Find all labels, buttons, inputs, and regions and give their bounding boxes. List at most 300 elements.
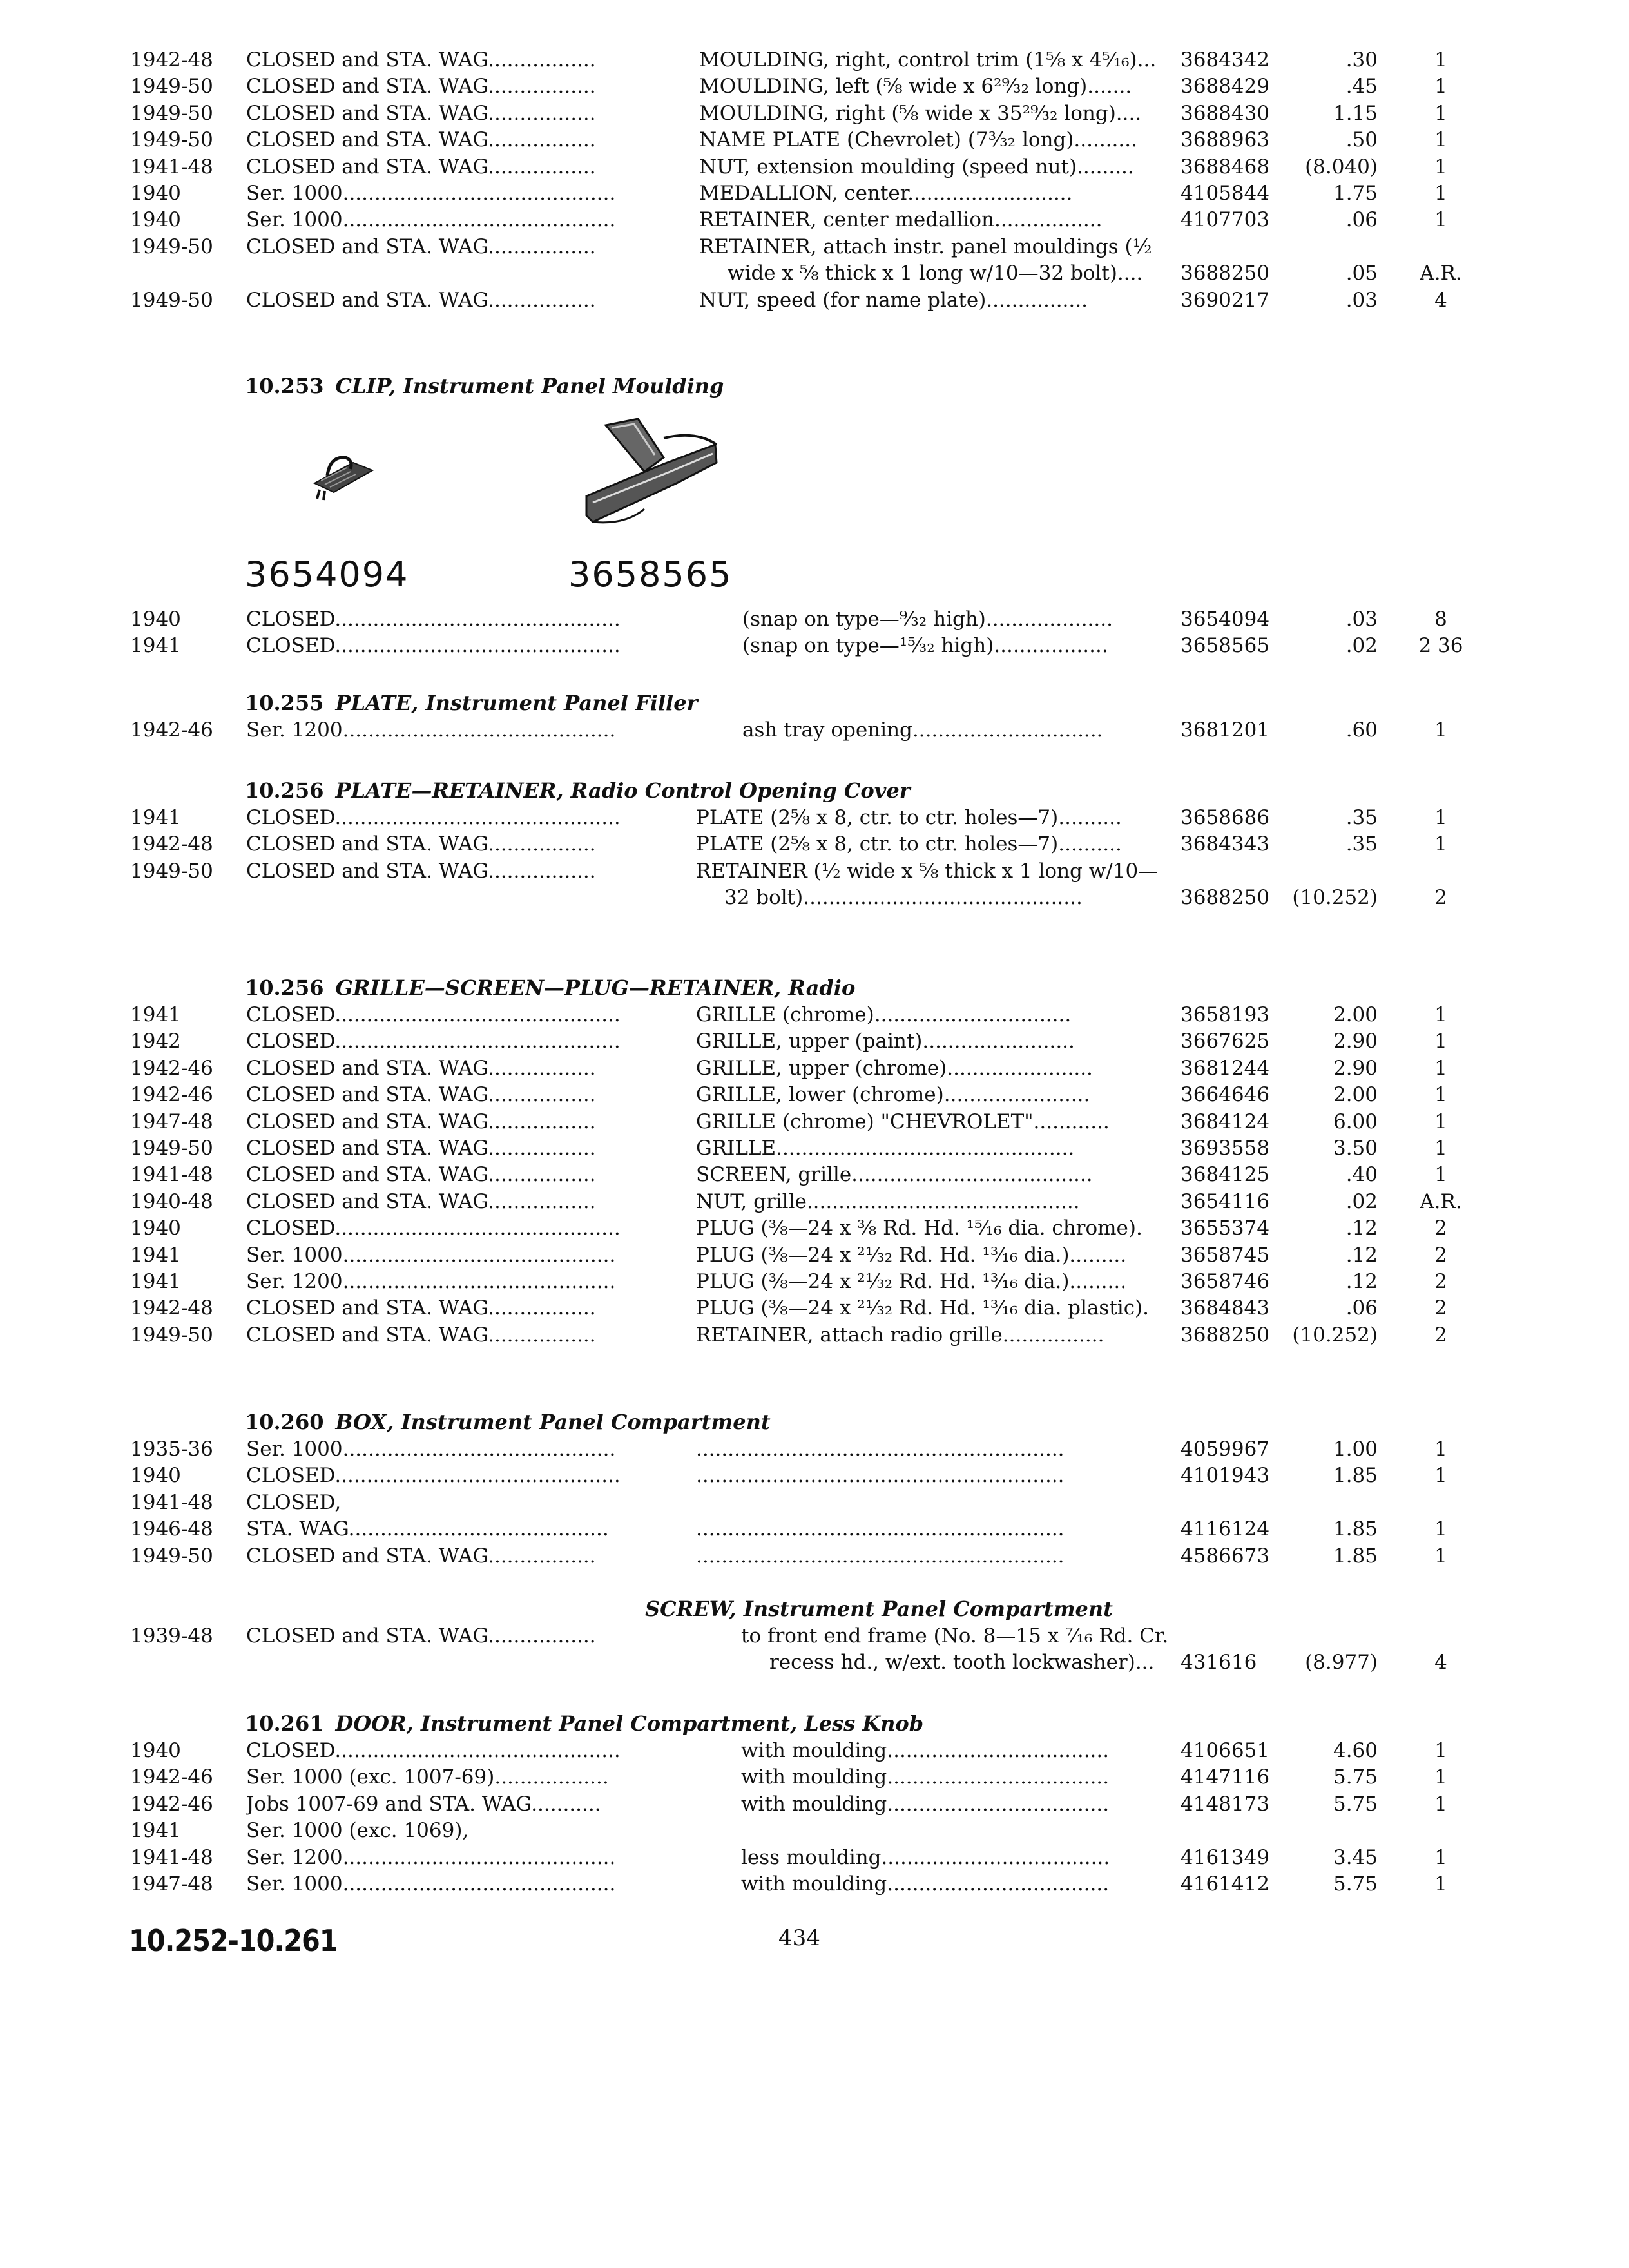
part-number-cell: 4105844: [1181, 182, 1270, 205]
model-cell: CLOSED and STA. WAG.................: [246, 235, 596, 258]
table-row: [0, 1242, 1629, 1269]
year-cell: 1941: [130, 1819, 181, 1843]
model-cell: CLOSED and STA. WAG.................: [246, 1189, 596, 1213]
description-cell: PLUG (⅜—24 x ²¹⁄₃₂ Rd. Hd. ¹³⁄₁₆ dia.).........: [696, 1243, 1127, 1267]
clip-large-illustration: [567, 412, 722, 535]
model-cell: Ser. 1200...........................................: [246, 718, 616, 742]
year-cell: 1942-48: [130, 832, 213, 856]
year-cell: 1940: [130, 608, 181, 631]
model-cell: Jobs 1007-69 and STA. WAG...........: [246, 1792, 601, 1816]
section-title: CLIP, Instrument Panel Moulding: [335, 374, 724, 398]
section-heading-10-261: [245, 1710, 923, 1737]
description-cell: PLUG (⅜—24 x ²¹⁄₃₂ Rd. Hd. ¹³⁄₁₆ dia.).........: [696, 1270, 1127, 1293]
section-code: 10.253: [245, 374, 324, 398]
price-cell: .12: [1345, 1270, 1378, 1293]
year-cell: 1942-48: [130, 1296, 213, 1320]
quantity-cell: 4: [1434, 1651, 1447, 1675]
description-cell: (snap on type—⁹⁄₃₂ high)....................: [742, 608, 1113, 631]
table-row: [0, 1055, 1629, 1082]
model-cell: CLOSED.............................................: [246, 1464, 621, 1488]
section-title: PLATE—RETAINER, Radio Control Opening Cover: [335, 778, 911, 803]
model-cell: Ser. 1200...........................................: [246, 1845, 616, 1869]
quantity-cell: 1: [1434, 1163, 1447, 1187]
quantity-cell: 1: [1434, 1792, 1447, 1816]
table-row: [0, 716, 1629, 744]
part-number-cell: 3658193: [1181, 1003, 1270, 1026]
description-cell: ..........................................................: [696, 1437, 1065, 1461]
table-row: [0, 1791, 1629, 1818]
table-row: [0, 1081, 1629, 1108]
year-cell: 1949-50: [130, 1137, 213, 1160]
quantity-cell: 1: [1434, 1030, 1447, 1053]
quantity-cell: 1: [1434, 1083, 1447, 1107]
model-cell: CLOSED.............................................: [246, 634, 621, 658]
section-code: 10.260: [245, 1410, 324, 1434]
quantity-cell: 1: [1434, 208, 1447, 232]
model-cell: CLOSED and STA. WAG.................: [246, 859, 596, 883]
price-cell: 1.85: [1333, 1517, 1378, 1541]
model-cell: CLOSED.............................................: [246, 1216, 621, 1240]
price-cell: 3.45: [1333, 1845, 1378, 1869]
description-cell: less moulding....................................: [741, 1845, 1110, 1869]
model-cell: CLOSED and STA. WAG.................: [246, 1137, 596, 1160]
year-cell: 1935-36: [130, 1437, 213, 1461]
part-number-cell: 3664646: [1181, 1083, 1270, 1107]
model-cell: CLOSED and STA. WAG.................: [246, 48, 596, 72]
description-cell: NAME PLATE (Chevrolet) (7³⁄₃₂ long)..........: [699, 128, 1137, 152]
quantity-cell: 1: [1434, 806, 1447, 829]
clip-part-label-a: 3654094: [245, 554, 409, 595]
year-cell: 1940: [130, 1464, 181, 1488]
part-number-cell: 3658746: [1181, 1270, 1270, 1293]
part-number-cell: 4107703: [1181, 208, 1270, 232]
price-cell: 1.75: [1333, 182, 1378, 205]
table-row: [0, 73, 1629, 100]
part-number-cell: 4161349: [1181, 1845, 1270, 1869]
price-cell: 4.60: [1333, 1739, 1378, 1762]
quantity-cell: 1: [1434, 1544, 1447, 1568]
price-cell: 3.50: [1333, 1137, 1378, 1160]
price-cell: .12: [1345, 1216, 1378, 1240]
model-cell: Ser. 1000 (exc. 1069),: [246, 1819, 469, 1843]
model-cell: STA. WAG.........................................: [246, 1517, 609, 1541]
quantity-cell: 1: [1434, 101, 1447, 125]
quantity-cell: 1: [1434, 1056, 1447, 1080]
description-cell: recess hd., w/ext. tooth lockwasher)...: [769, 1651, 1155, 1675]
table-row: [0, 260, 1629, 287]
year-cell: 1942-46: [130, 718, 213, 742]
price-cell: .30: [1345, 48, 1378, 72]
part-number-cell: 3688468: [1181, 155, 1270, 178]
footer-section-range: 10.252-10.261: [129, 1923, 338, 1958]
year-cell: 1941: [130, 806, 181, 829]
quantity-cell: 2: [1434, 1216, 1447, 1240]
description-cell: GRILLE, lower (chrome).......................: [696, 1083, 1090, 1107]
table-row: [0, 1542, 1629, 1570]
part-number-cell: 4586673: [1181, 1544, 1270, 1568]
description-cell: with moulding...................................: [741, 1765, 1110, 1789]
model-cell: CLOSED.............................................: [246, 1003, 621, 1026]
price-cell: .12: [1345, 1243, 1378, 1267]
quantity-cell: 1: [1434, 1517, 1447, 1541]
description-cell: ..........................................................: [696, 1544, 1065, 1568]
clip-part-label-b: 3658565: [568, 554, 733, 595]
table-row: [0, 100, 1629, 127]
section-code: 10.255: [245, 691, 324, 715]
price-cell: 2.00: [1333, 1083, 1378, 1107]
part-number-cell: 3688250: [1181, 1323, 1270, 1347]
price-cell: .45: [1345, 75, 1378, 99]
quantity-cell: 4: [1434, 288, 1447, 312]
price-cell: .06: [1345, 208, 1378, 232]
price-cell: 1.15: [1333, 101, 1378, 125]
part-number-cell: 3690217: [1181, 288, 1270, 312]
section-title: PLATE, Instrument Panel Filler: [335, 691, 698, 715]
table-row: [0, 1817, 1629, 1844]
part-number-cell: 4106651: [1181, 1739, 1270, 1762]
part-number-cell: 3688250: [1181, 262, 1270, 285]
year-cell: 1949-50: [130, 1323, 213, 1347]
quantity-cell: 1: [1434, 1110, 1447, 1133]
part-number-cell: 4101943: [1181, 1464, 1270, 1488]
quantity-cell: 2: [1434, 1270, 1447, 1293]
table-row: [0, 1622, 1629, 1649]
description-cell: PLATE (2⅝ x 8, ctr. to ctr. holes—7)..........: [696, 832, 1122, 856]
table-row: [0, 1321, 1629, 1349]
description-cell: with moulding...................................: [741, 1739, 1110, 1762]
table-row: [0, 632, 1629, 659]
model-cell: CLOSED and STA. WAG.................: [246, 832, 596, 856]
table-row: [0, 1870, 1629, 1898]
part-number-cell: 3688250: [1181, 886, 1270, 910]
table-row: [0, 1001, 1629, 1028]
description-cell: ash tray opening..............................: [742, 718, 1103, 742]
section-heading-10-260: [245, 1408, 771, 1436]
model-cell: CLOSED and STA. WAG.................: [246, 128, 596, 152]
table-row: [0, 126, 1629, 153]
table-row: [0, 46, 1629, 73]
quantity-cell: 2: [1434, 886, 1447, 910]
part-number-cell: 3693558: [1181, 1137, 1270, 1160]
table-row: [0, 804, 1629, 831]
table-row: [0, 233, 1629, 260]
quantity-cell: 2 36: [1418, 634, 1463, 658]
model-cell: CLOSED and STA. WAG.................: [246, 1110, 596, 1133]
quantity-cell: 1: [1434, 718, 1447, 742]
section-heading-10-256-grille: [245, 974, 855, 1001]
description-cell: MOULDING, right (⅝ wide x 35²⁹⁄₃₂ long)....: [699, 101, 1142, 125]
year-cell: 1949-50: [130, 75, 213, 99]
part-number-cell: 4161412: [1181, 1872, 1270, 1896]
part-number-cell: 3667625: [1181, 1030, 1270, 1053]
description-cell: NUT, speed (for name plate)................: [699, 288, 1088, 312]
year-cell: 1942-46: [130, 1056, 213, 1080]
year-cell: 1947-48: [130, 1110, 213, 1133]
model-cell: Ser. 1000 (exc. 1007-69)..................: [246, 1765, 609, 1789]
quantity-cell: 2: [1434, 1243, 1447, 1267]
table-row: [0, 180, 1629, 207]
part-number-cell: 3684124: [1181, 1110, 1270, 1133]
table-row: [0, 1188, 1629, 1215]
description-cell: MEDALLION, center..........................: [699, 182, 1073, 205]
model-cell: CLOSED and STA. WAG.................: [246, 1624, 596, 1648]
table-row: [0, 287, 1629, 314]
section-heading-10-255: [245, 689, 697, 716]
description-cell: NUT, extension moulding (speed nut).........: [699, 155, 1134, 178]
table-row: [0, 1161, 1629, 1188]
price-cell: 1.00: [1333, 1437, 1378, 1461]
price-cell: 2.90: [1333, 1030, 1378, 1053]
model-cell: CLOSED and STA. WAG.................: [246, 101, 596, 125]
description-cell: NUT, grille...........................................: [696, 1189, 1080, 1213]
table-row: [0, 884, 1629, 911]
quantity-cell: 1: [1434, 1765, 1447, 1789]
year-cell: 1939-48: [130, 1624, 213, 1648]
year-cell: 1941-48: [130, 1163, 213, 1187]
model-cell: Ser. 1200...........................................: [246, 1270, 616, 1293]
part-number-cell: 4116124: [1181, 1517, 1270, 1541]
quantity-cell: 1: [1434, 75, 1447, 99]
year-cell: 1946-48: [130, 1517, 213, 1541]
table-row: [0, 1844, 1629, 1871]
year-cell: 1942-46: [130, 1792, 213, 1816]
model-cell: CLOSED and STA. WAG.................: [246, 1544, 596, 1568]
section-code: 10.256: [245, 778, 324, 803]
description-cell: GRILLE...............................................: [696, 1137, 1075, 1160]
table-row: [0, 606, 1629, 633]
section-title: DOOR, Instrument Panel Compartment, Less Knob: [335, 1711, 924, 1736]
table-row: [0, 1294, 1629, 1321]
price-cell: (8.977): [1305, 1651, 1378, 1675]
price-cell: (8.040): [1305, 155, 1378, 178]
description-cell: GRILLE, upper (chrome).......................: [696, 1056, 1093, 1080]
description-cell: GRILLE, upper (paint)........................: [696, 1030, 1075, 1053]
quantity-cell: 8: [1434, 608, 1447, 631]
year-cell: 1940: [130, 1216, 181, 1240]
quantity-cell: 1: [1434, 1872, 1447, 1896]
description-cell: RETAINER, center medallion.................: [699, 208, 1103, 232]
year-cell: 1949-50: [130, 235, 213, 258]
description-cell: RETAINER, attach radio grille................: [696, 1323, 1104, 1347]
price-cell: .03: [1345, 608, 1378, 631]
year-cell: 1941: [130, 634, 181, 658]
model-cell: CLOSED and STA. WAG.................: [246, 1163, 596, 1187]
price-cell: .02: [1345, 634, 1378, 658]
price-cell: 5.75: [1333, 1792, 1378, 1816]
quantity-cell: 1: [1434, 48, 1447, 72]
quantity-cell: 1: [1434, 1739, 1447, 1762]
year-cell: 1940: [130, 208, 181, 232]
year-cell: 1941-48: [130, 155, 213, 178]
price-cell: .60: [1345, 718, 1378, 742]
model-cell: CLOSED and STA. WAG.................: [246, 75, 596, 99]
part-number-cell: 4059967: [1181, 1437, 1270, 1461]
table-row: [0, 153, 1629, 180]
price-cell: .50: [1345, 128, 1378, 152]
year-cell: 1940-48: [130, 1189, 213, 1213]
model-cell: CLOSED and STA. WAG.................: [246, 1083, 596, 1107]
quantity-cell: 1: [1434, 1437, 1447, 1461]
section-title: GRILLE—SCREEN—PLUG—RETAINER, Radio: [335, 975, 856, 1000]
part-number-cell: 3658686: [1181, 806, 1270, 829]
model-cell: CLOSED and STA. WAG.................: [246, 288, 596, 312]
model-cell: CLOSED.............................................: [246, 1739, 621, 1762]
year-cell: 1942-48: [130, 48, 213, 72]
table-row: [0, 858, 1629, 885]
model-cell: CLOSED and STA. WAG.................: [246, 155, 596, 178]
part-number-cell: 3684843: [1181, 1296, 1270, 1320]
price-cell: .02: [1345, 1189, 1378, 1213]
model-cell: Ser. 1000...........................................: [246, 182, 616, 205]
page-number: 434: [778, 1925, 820, 1951]
part-number-cell: 4148173: [1181, 1792, 1270, 1816]
description-cell: (snap on type—¹⁵⁄₃₂ high)..................: [742, 634, 1108, 658]
description-cell: with moulding...................................: [741, 1792, 1110, 1816]
price-cell: 1.85: [1333, 1464, 1378, 1488]
year-cell: 1941-48: [130, 1490, 213, 1514]
year-cell: 1942-46: [130, 1083, 213, 1107]
quantity-cell: 1: [1434, 1845, 1447, 1869]
section-heading-10-256-plate: [245, 777, 911, 804]
table-row: [0, 1436, 1629, 1463]
model-cell: CLOSED and STA. WAG.................: [246, 1296, 596, 1320]
description-cell: MOULDING, left (⅝ wide x 6²⁹⁄₃₂ long).......: [699, 75, 1132, 99]
model-cell: Ser. 1000...........................................: [246, 208, 616, 232]
table-row: [0, 1649, 1629, 1676]
description-cell: to front end frame (No. 8—15 x ⁷⁄₁₆ Rd. Cr.: [741, 1624, 1169, 1648]
description-cell: RETAINER, attach instr. panel mouldings (½: [699, 235, 1152, 258]
table-row: [0, 1462, 1629, 1489]
part-number-cell: 431616: [1181, 1651, 1257, 1675]
table-row: [0, 1135, 1629, 1162]
table-row: [0, 1108, 1629, 1135]
quantity-cell: 2: [1434, 1296, 1447, 1320]
table-row: [0, 1515, 1629, 1542]
quantity-cell: 1: [1434, 832, 1447, 856]
year-cell: 1949-50: [130, 101, 213, 125]
year-cell: 1941-48: [130, 1845, 213, 1869]
quantity-cell: A.R.: [1420, 262, 1462, 285]
model-cell: Ser. 1000...........................................: [246, 1437, 616, 1461]
description-cell: ..........................................................: [696, 1517, 1065, 1541]
year-cell: 1942: [130, 1030, 181, 1053]
part-number-cell: 3684342: [1181, 48, 1270, 72]
description-cell: with moulding...................................: [741, 1872, 1110, 1896]
price-cell: .03: [1345, 288, 1378, 312]
price-cell: 2.90: [1333, 1056, 1378, 1080]
clip-small-illustration: [308, 445, 379, 503]
table-row: [0, 831, 1629, 858]
table-row: [0, 1489, 1629, 1516]
description-cell: PLUG (⅜—24 x ²¹⁄₃₂ Rd. Hd. ¹³⁄₁₆ dia. plastic).: [696, 1296, 1150, 1320]
year-cell: 1940: [130, 1739, 181, 1762]
year-cell: 1942-46: [130, 1765, 213, 1789]
table-row: [0, 206, 1629, 233]
model-cell: CLOSED.............................................: [246, 608, 621, 631]
description-cell: wide x ⅝ thick x 1 long w/10—32 bolt)....: [728, 262, 1143, 285]
section-heading-screw: SCREW, Instrument Panel Compartment: [645, 1597, 1113, 1621]
description-cell: PLATE (2⅝ x 8, ctr. to ctr. holes—7)..........: [696, 806, 1122, 829]
price-cell: .35: [1345, 806, 1378, 829]
part-number-cell: 3658565: [1181, 634, 1270, 658]
part-number-cell: 3681244: [1181, 1056, 1270, 1080]
quantity-cell: 1: [1434, 1003, 1447, 1026]
price-cell: .35: [1345, 832, 1378, 856]
part-number-cell: 3688963: [1181, 128, 1270, 152]
section-code: 10.256: [245, 975, 324, 1000]
model-cell: Ser. 1000...........................................: [246, 1243, 616, 1267]
description-cell: 32 bolt)............................................: [724, 886, 1083, 910]
year-cell: 1949-50: [130, 288, 213, 312]
part-number-cell: 3655374: [1181, 1216, 1270, 1240]
description-cell: SCREEN, grille......................................: [696, 1163, 1093, 1187]
description-cell: MOULDING, right, control trim (1⅝ x 4⁵⁄₁₆)...: [699, 48, 1157, 72]
table-row: [0, 1763, 1629, 1791]
year-cell: 1949-50: [130, 128, 213, 152]
model-cell: Ser. 1000...........................................: [246, 1872, 616, 1896]
part-number-cell: 3684343: [1181, 832, 1270, 856]
year-cell: 1941: [130, 1270, 181, 1293]
year-cell: 1940: [130, 182, 181, 205]
part-number-cell: 3658745: [1181, 1243, 1270, 1267]
price-cell: .06: [1345, 1296, 1378, 1320]
section-code: 10.261: [245, 1711, 324, 1736]
price-cell: (10.252): [1292, 1323, 1378, 1347]
year-cell: 1941: [130, 1003, 181, 1026]
table-row: [0, 1215, 1629, 1242]
part-number-cell: 3681201: [1181, 718, 1270, 742]
year-cell: 1941: [130, 1243, 181, 1267]
description-cell: GRILLE (chrome) "CHEVROLET"............: [696, 1110, 1110, 1133]
quantity-cell: 1: [1434, 128, 1447, 152]
section-heading-10-253: [245, 372, 724, 399]
section-title: BOX, Instrument Panel Compartment: [335, 1410, 771, 1434]
quantity-cell: A.R.: [1420, 1189, 1462, 1213]
model-cell: CLOSED,: [246, 1490, 342, 1514]
part-number-cell: 3654094: [1181, 608, 1270, 631]
model-cell: CLOSED.............................................: [246, 806, 621, 829]
table-row: [0, 1268, 1629, 1295]
table-row: [0, 1737, 1629, 1764]
model-cell: CLOSED and STA. WAG.................: [246, 1323, 596, 1347]
quantity-cell: 1: [1434, 1464, 1447, 1488]
quantity-cell: 2: [1434, 1323, 1447, 1347]
price-cell: 1.85: [1333, 1544, 1378, 1568]
quantity-cell: 1: [1434, 155, 1447, 178]
model-cell: CLOSED and STA. WAG.................: [246, 1056, 596, 1080]
price-cell: 5.75: [1333, 1765, 1378, 1789]
price-cell: 6.00: [1333, 1110, 1378, 1133]
year-cell: 1949-50: [130, 859, 213, 883]
price-cell: .05: [1345, 262, 1378, 285]
part-number-cell: 3654116: [1181, 1189, 1270, 1213]
part-number-cell: 3688430: [1181, 101, 1270, 125]
quantity-cell: 1: [1434, 1137, 1447, 1160]
quantity-cell: 1: [1434, 182, 1447, 205]
table-row: [0, 1028, 1629, 1055]
description-cell: ..........................................................: [696, 1464, 1065, 1488]
price-cell: 5.75: [1333, 1872, 1378, 1896]
part-number-cell: 4147116: [1181, 1765, 1270, 1789]
description-cell: PLUG (⅜—24 x ⅜ Rd. Hd. ¹⁵⁄₁₆ dia. chrome).: [696, 1216, 1142, 1240]
description-cell: RETAINER (½ wide x ⅝ thick x 1 long w/10—: [696, 859, 1159, 883]
model-cell: CLOSED.............................................: [246, 1030, 621, 1053]
year-cell: 1949-50: [130, 1544, 213, 1568]
year-cell: 1947-48: [130, 1872, 213, 1896]
description-cell: GRILLE (chrome)...............................: [696, 1003, 1072, 1026]
price-cell: (10.252): [1292, 886, 1378, 910]
price-cell: 2.00: [1333, 1003, 1378, 1026]
